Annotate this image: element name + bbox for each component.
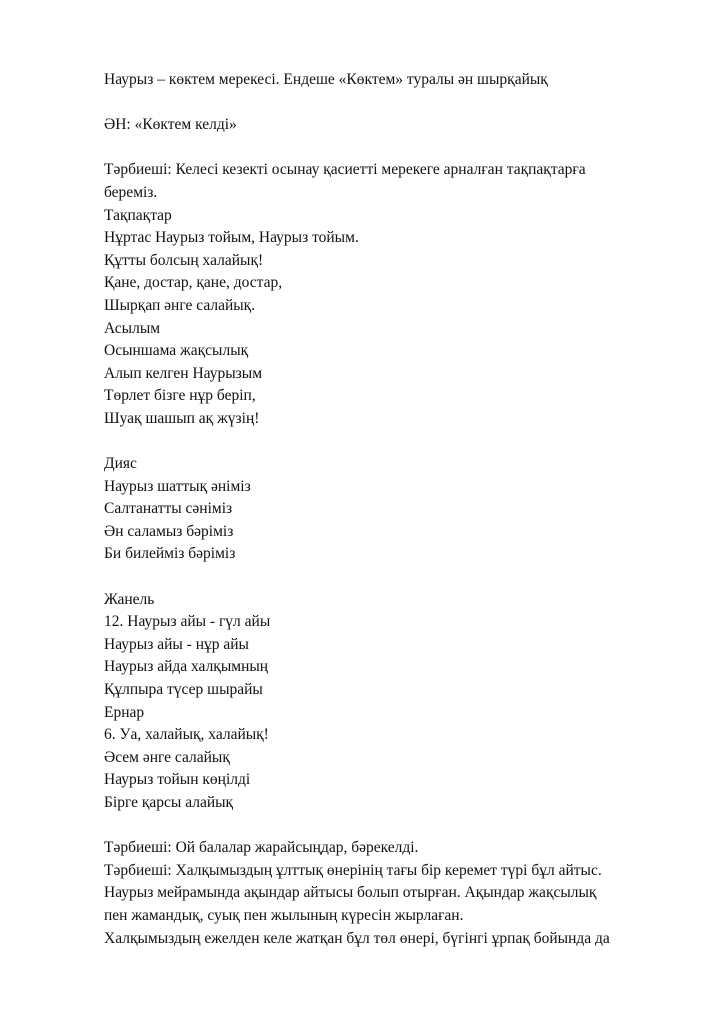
text-line: Шуақ шашып ақ жүзің! — [104, 409, 260, 427]
document-body — [104, 69, 684, 950]
text-line: Наурыз айда халқымның — [104, 658, 269, 676]
text-line: Ән саламыз бәріміз — [104, 522, 234, 540]
text-line: Бірге қарсы алайық — [104, 794, 234, 811]
text-line: Дияс — [104, 455, 137, 473]
blank-line — [104, 431, 684, 454]
text-line: Нұртас Наурыз тойым, Наурыз тойым. — [104, 229, 359, 247]
text-line: Наурыз тойын көңілді — [104, 771, 251, 789]
text-line: Халқымыздың ежелден келе жатқан бұл төл өнері, бүгінгі ұрпақ бойында да — [104, 929, 610, 947]
text-line: Би билейміз бәріміз — [104, 545, 236, 563]
text-line: Тақпақтар — [104, 206, 172, 224]
text-line: Жанель — [104, 590, 155, 608]
blank-line — [104, 815, 684, 838]
text-line: Тәрбиеші: Келесі кезекті осынау қасиетті мерекеге арналған тақпақтарға — [104, 161, 586, 179]
text-line: Тәрбиеші: Халқымыздың ұлттық өнерінің тағы бір керемет түрі бұл айтыс. — [104, 861, 602, 879]
text-line: Наурыз – көктем мерекесі. Ендеше «Көктем» туралы ән шырқайық — [104, 71, 548, 88]
text-line: пен жамандық, суық пен жылының күресін жырлаған. — [104, 906, 464, 924]
text-line: Осыншама жақсылық — [104, 342, 249, 360]
text-line: Асылым — [104, 319, 161, 337]
text-line: Қане, достар, қане, достар, — [104, 274, 283, 292]
text-line: Тәрбиеші: Ой балалар жарайсыңдар, бәрекелді. — [104, 839, 419, 857]
text-line: Наурыз шаттық әніміз — [104, 477, 251, 495]
text-line: Алып келген Наурызым — [104, 364, 263, 382]
blank-line — [104, 566, 684, 589]
text-line: Төрлет бізге нұр беріп, — [104, 387, 256, 405]
text-line: 12. Наурыз айы - гүл айы — [104, 613, 271, 631]
text-line: Салтанатты сәніміз — [104, 500, 233, 518]
text-line: Шырқап әнге салайық. — [104, 296, 256, 314]
text-line: Ернар — [104, 703, 145, 721]
blank-line — [104, 92, 684, 115]
text-line: Наурыз айы - нұр айы — [104, 635, 249, 653]
text-line: Наурыз мейрамында ақындар айтысы болып отырған. Ақындар жақсылық — [104, 884, 597, 902]
text-line: береміз. — [104, 183, 158, 201]
text-line: Құтты болсың халайық! — [104, 251, 264, 269]
text-line: 6. Уа, халайық, халайық! — [104, 726, 269, 744]
text-line: Әсем әнге салайық — [104, 748, 230, 766]
text-line: Құлпыра түсер шырайы — [104, 681, 263, 699]
blank-line — [104, 137, 684, 160]
text-line: ӘН: «Көктем келді» — [104, 116, 237, 134]
